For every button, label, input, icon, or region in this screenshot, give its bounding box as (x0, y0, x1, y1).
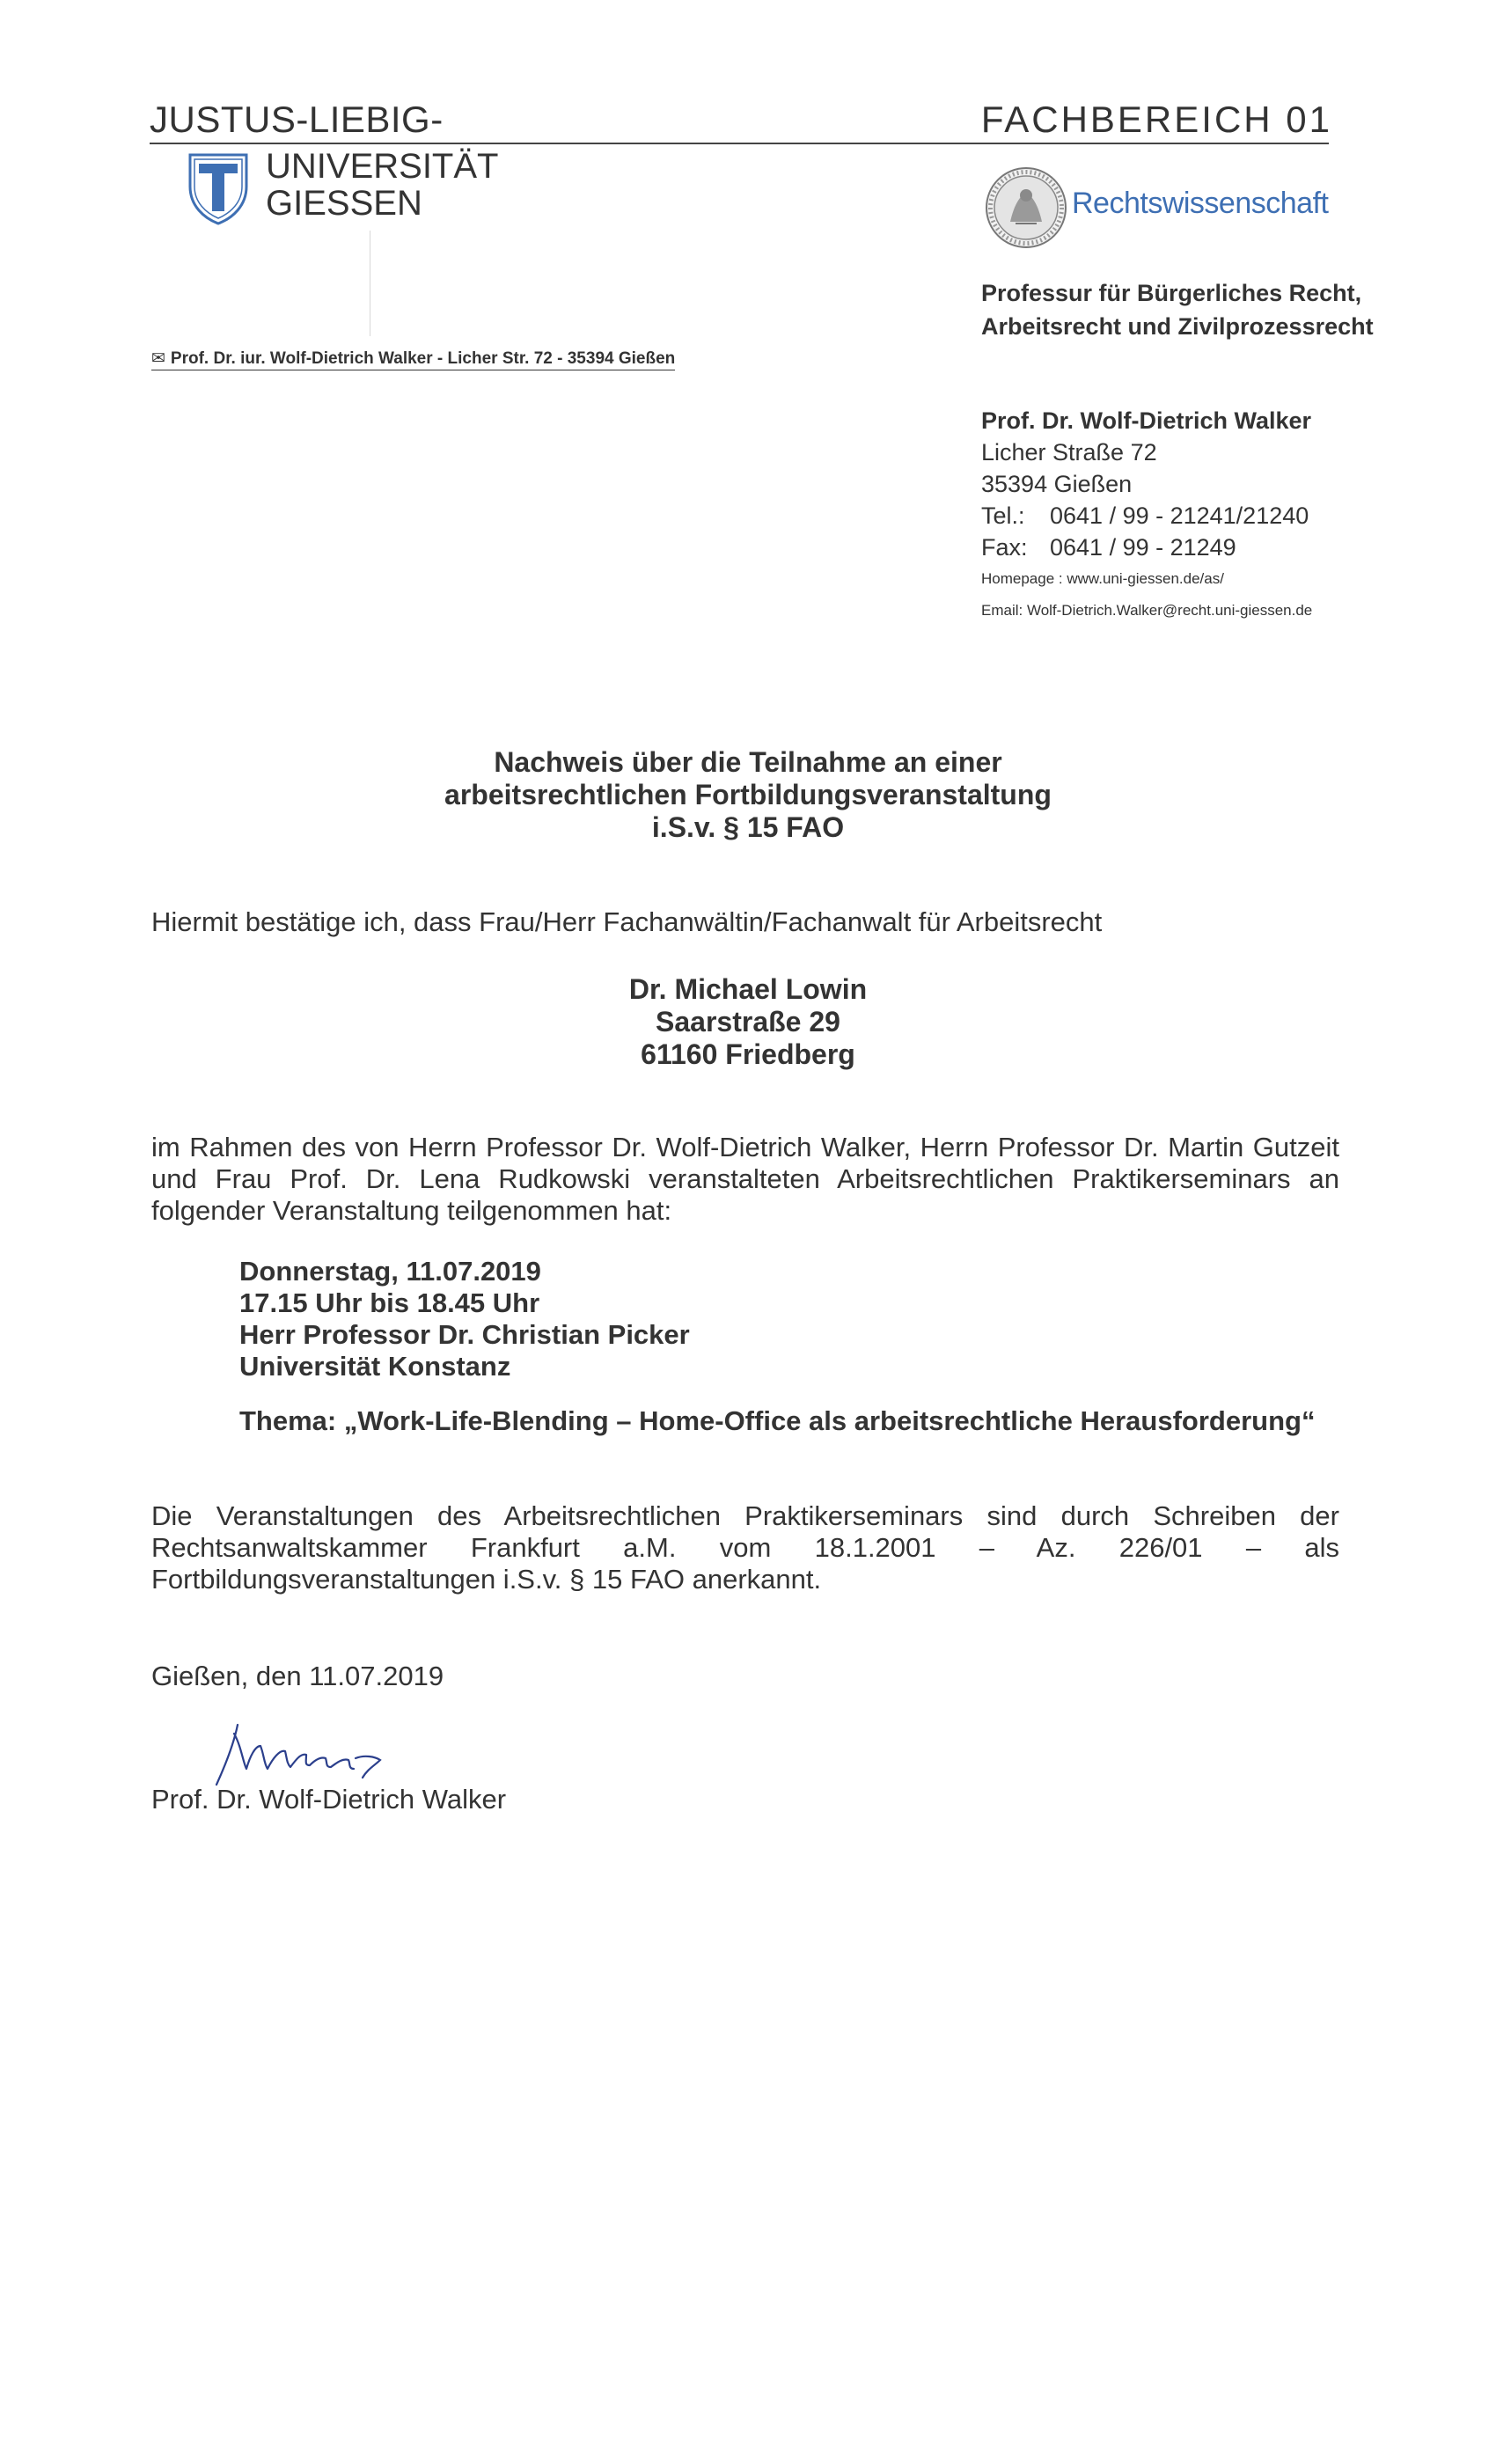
professorship-title: Professur für Bürgerliches Recht, Arbeitsrecht und Zivilprozessrecht (981, 280, 1374, 340)
place-and-date: Gießen, den 11.07.2019 (151, 1661, 444, 1691)
contact-fax-label: Fax: (981, 534, 1028, 561)
participant-name: Dr. Michael Lowin (628, 973, 868, 1005)
participant-city: 61160 Friedberg (641, 1038, 855, 1070)
event-speaker: Herr Professor Dr. Christian Picker (239, 1319, 690, 1350)
signer-name: Prof. Dr. Wolf-Dietrich Walker (151, 1784, 507, 1815)
faculty-seal (984, 165, 1068, 250)
participant-block (0, 973, 1496, 1071)
faculty-title: FACHBEREICH 01 (980, 99, 1332, 140)
contact-tel-row (981, 500, 1312, 532)
university-name-universitaet: UNIVERSITÄT (266, 147, 499, 186)
heading-line3: i.S.v. § 15 FAO (651, 811, 845, 843)
contact-street: Licher Straße 72 (981, 439, 1157, 466)
document-heading (0, 746, 1496, 844)
contact-tel: 0641 / 99 - 21241/21240 (1050, 502, 1309, 529)
sender-return-address (151, 348, 675, 370)
university-name-giessen: GIESSEN (266, 184, 422, 223)
university-name-line2 (266, 148, 498, 222)
contact-block (981, 405, 1312, 627)
contact-tel-label: Tel.: (981, 502, 1025, 529)
university-name-line1: JUSTUS-LIEBIG- (150, 99, 444, 140)
contact-email: Email: Wolf-Dietrich.Walker@recht.uni-giessen.de (981, 602, 1313, 619)
context-paragraph: im Rahmen des von Herrn Professor Dr. Wolf-Dietrich Walker, Herrn Professor Dr. Martin Gutzeit und Frau Prof. Dr. Lena Rudkowski veranstalteten Arbeitsrechtlichen Praktikerseminars an folgender Veranstaltung teilgenommen hat: (151, 1132, 1339, 1226)
university-shield-logo (187, 151, 250, 225)
intro-paragraph: Hiermit bestätige ich, dass Frau/Herr Fachanwältin/Fachanwalt für Arbeitsrecht (151, 906, 1103, 937)
event-institution: Universität Konstanz (239, 1351, 511, 1382)
heading-line2: arbeitsrechtlichen Fortbildungsveranstaltung (444, 779, 1052, 810)
department-label: Rechtswissenschaft (1072, 187, 1329, 220)
sender-return-address-text: Prof. Dr. iur. Wolf-Dietrich Walker - Licher Str. 72 - 35394 Gießen (170, 349, 676, 368)
contact-city: 35394 Gießen (981, 471, 1133, 497)
contact-homepage: Homepage : www.uni-giessen.de/as/ (981, 570, 1224, 587)
heading-line1: Nachweis über die Teilnahme an einer (494, 746, 1002, 778)
envelope-icon: ✉ (151, 349, 165, 368)
event-date: Donnerstag, 11.07.2019 (239, 1256, 541, 1287)
header-divider (150, 143, 1329, 144)
event-topic: Thema: „Work-Life-Blending – Home-Office als arbeitsrechtliche Herausforderung“ (239, 1405, 1316, 1436)
participant-street: Saarstraße 29 (656, 1006, 840, 1038)
handwritten-signature (202, 1707, 440, 1795)
contact-fax: 0641 / 99 - 21249 (1050, 534, 1236, 561)
contact-name: Prof. Dr. Wolf-Dietrich Walker (981, 407, 1312, 434)
contact-fax-row (981, 532, 1312, 563)
event-time: 17.15 Uhr bis 18.45 Uhr (239, 1287, 540, 1318)
recognition-paragraph: Die Veranstaltungen des Arbeitsrechtlichen Praktikerseminars sind durch Schreiben der Rechtsanwaltskammer Frankfurt a.M. vom 18.1.2001 – Az. 226/01 – als Fortbildungsveranstaltungen i.S.v. § 15 FAO anerkannt. (151, 1500, 1339, 1595)
event-details (239, 1256, 690, 1382)
